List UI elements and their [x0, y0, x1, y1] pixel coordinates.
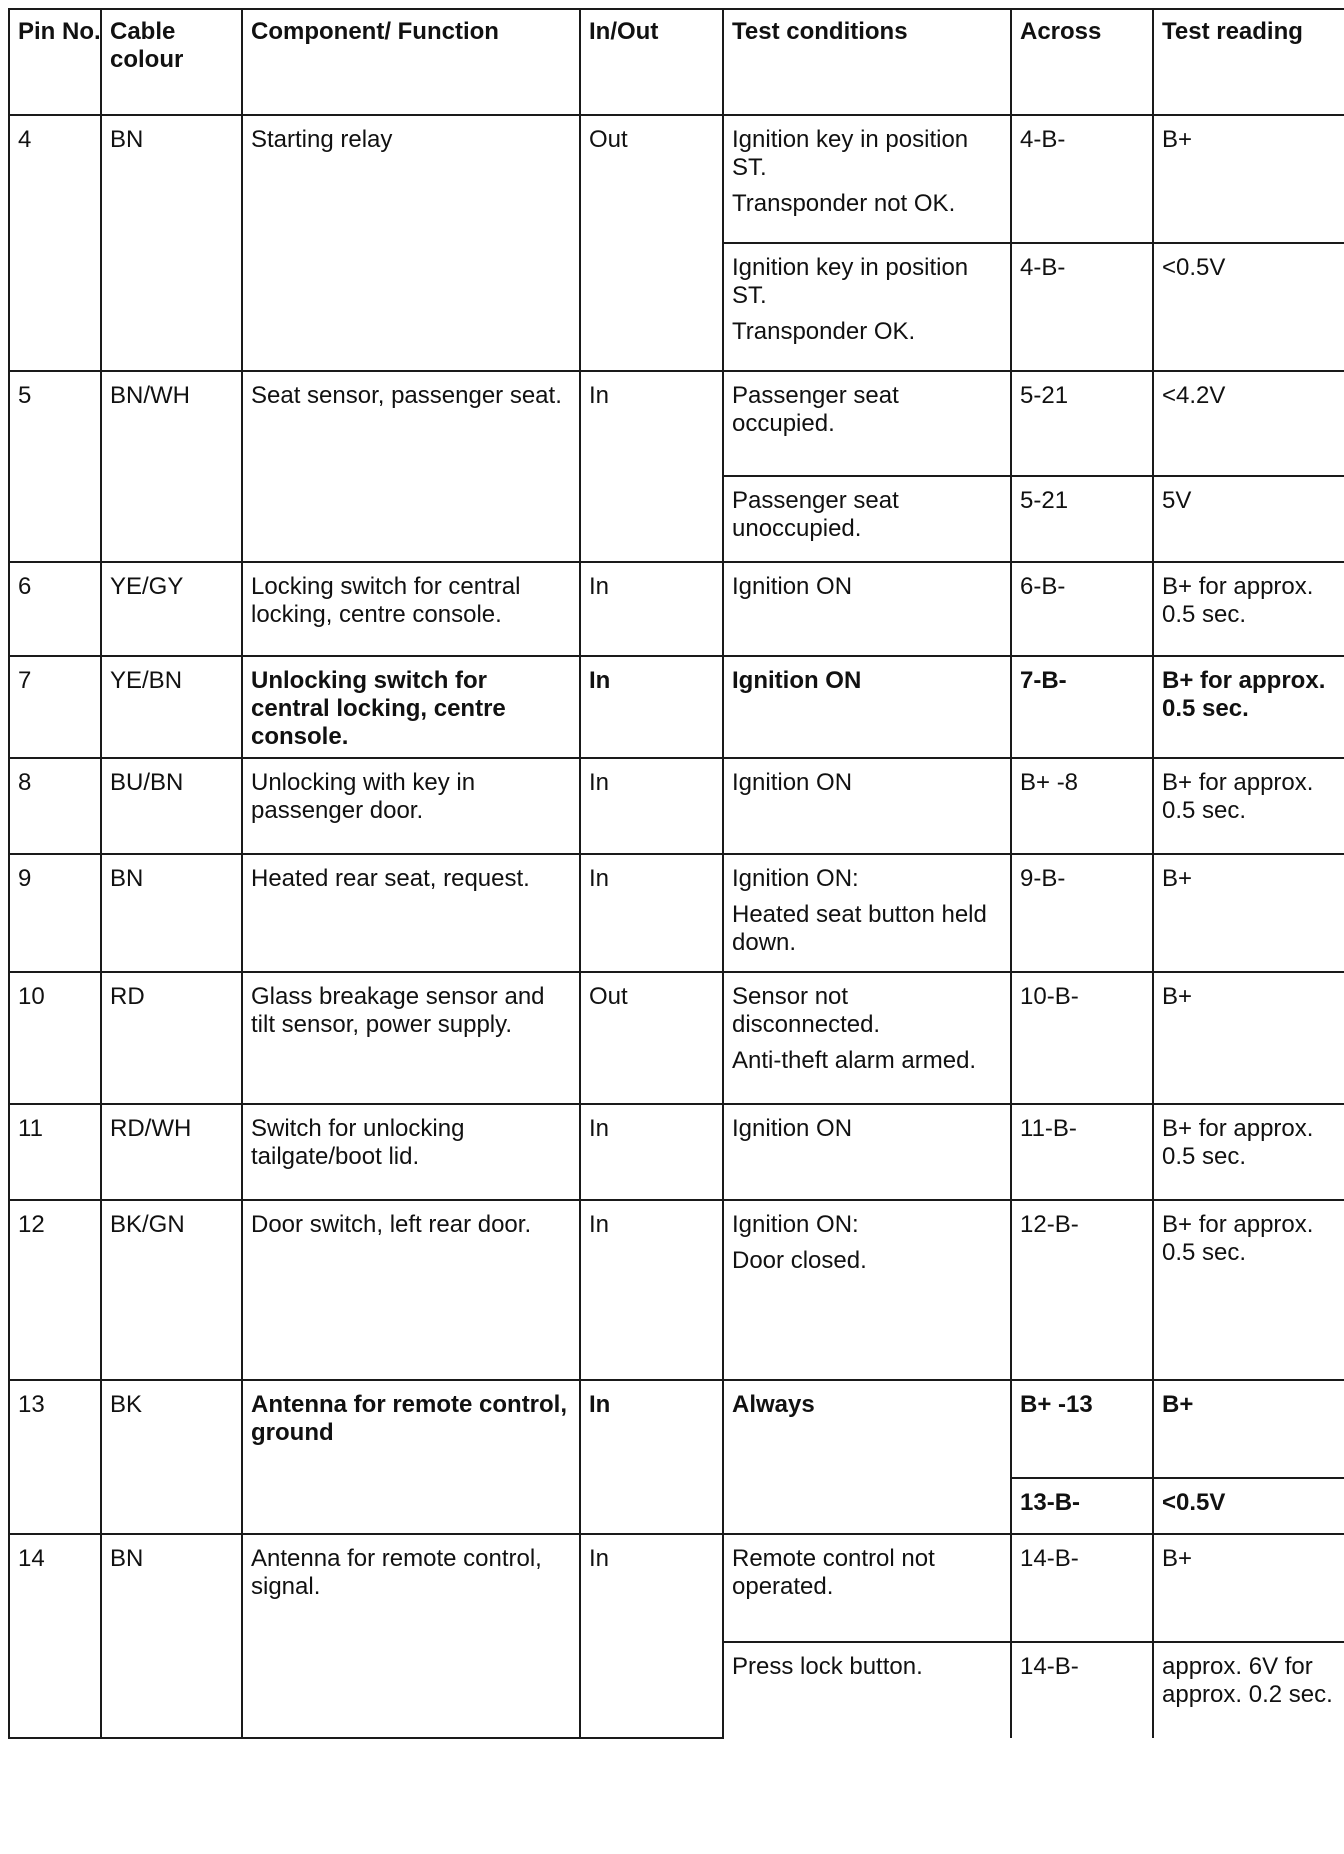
test-condition-line: Remote control not operated. — [732, 1545, 935, 1600]
test-condition-line: Ignition ON — [732, 573, 853, 600]
pin-test-table — [8, 8, 1344, 1739]
test-condition-line: Anti-theft alarm armed. — [732, 1047, 977, 1074]
table-row — [9, 371, 1344, 476]
pin-number: 14 — [9, 1534, 101, 1738]
cable-colour: RD/WH — [101, 1104, 242, 1200]
document-page — [8, 8, 1344, 1854]
header-across: Across — [1011, 9, 1153, 115]
test-condition-line: Passenger seat unoccupied. — [732, 487, 899, 542]
header-component: Component/ Function — [242, 9, 580, 115]
in-out: In — [580, 562, 723, 656]
in-out: Out — [580, 115, 723, 371]
cable-colour: BN/WH — [101, 371, 242, 562]
across: B+ -8 — [1011, 758, 1153, 854]
test-reading: B+ for approx. 0.5 sec. — [1153, 758, 1344, 854]
test-conditions — [723, 562, 1011, 656]
test-reading: <0.5V — [1153, 1478, 1344, 1534]
test-condition-line: Ignition ON — [732, 769, 853, 796]
test-conditions — [723, 1380, 1011, 1534]
test-conditions — [723, 758, 1011, 854]
component-function: Switch for unlocking tailgate/boot lid. — [242, 1104, 580, 1200]
test-reading: approx. 6V for approx. 0.2 sec. — [1153, 1642, 1344, 1738]
test-reading: B+ for approx. 0.5 sec. — [1153, 1104, 1344, 1200]
table-body — [9, 115, 1344, 1738]
across: 9-B- — [1011, 854, 1153, 972]
pin-number: 4 — [9, 115, 101, 371]
test-reading: B+ for approx. 0.5 sec. — [1153, 562, 1344, 656]
across: 5-21 — [1011, 371, 1153, 476]
cable-colour: YE/GY — [101, 562, 242, 656]
cable-colour: BN — [101, 115, 242, 371]
component-function: Starting relay — [242, 115, 580, 371]
component-function: Door switch, left rear door. — [242, 1200, 580, 1380]
test-conditions — [723, 1642, 1011, 1738]
across: 13-B- — [1011, 1478, 1153, 1534]
test-conditions — [723, 476, 1011, 562]
test-condition-line: Passenger seat occupied. — [732, 382, 899, 437]
pin-number: 10 — [9, 972, 101, 1104]
in-out: Out — [580, 972, 723, 1104]
test-conditions — [723, 1104, 1011, 1200]
component-function: Locking switch for central locking, centre console. — [242, 562, 580, 656]
table-row — [9, 1104, 1344, 1200]
in-out: In — [580, 1104, 723, 1200]
across: 14-B- — [1011, 1642, 1153, 1738]
test-conditions — [723, 243, 1011, 371]
component-function: Antenna for remote control, ground — [242, 1380, 580, 1534]
test-reading: <0.5V — [1153, 243, 1344, 371]
across: 4-B- — [1011, 115, 1153, 243]
test-condition-line: Sensor not disconnected. — [732, 983, 881, 1038]
test-condition-line: Press lock button. — [732, 1653, 923, 1680]
pin-number: 7 — [9, 656, 101, 758]
in-out: In — [580, 656, 723, 758]
test-reading: 5V — [1153, 476, 1344, 562]
pin-number: 12 — [9, 1200, 101, 1380]
header-test-reading: Test reading — [1153, 9, 1344, 115]
table-row — [9, 1200, 1344, 1380]
across: B+ -13 — [1011, 1380, 1153, 1478]
cable-colour: BK/GN — [101, 1200, 242, 1380]
test-conditions — [723, 115, 1011, 243]
component-function: Antenna for remote control, signal. — [242, 1534, 580, 1738]
across: 10-B- — [1011, 972, 1153, 1104]
component-function: Unlocking switch for central locking, centre console. — [242, 656, 580, 758]
header-pin: Pin No. — [9, 9, 101, 115]
across: 14-B- — [1011, 1534, 1153, 1642]
test-condition-line: Ignition ON — [732, 667, 862, 694]
component-function: Glass breakage sensor and tilt sensor, power supply. — [242, 972, 580, 1104]
test-condition-line: Ignition ON: — [732, 865, 859, 892]
table-row — [9, 758, 1344, 854]
cable-colour: YE/BN — [101, 656, 242, 758]
cable-colour: BN — [101, 854, 242, 972]
pin-number: 11 — [9, 1104, 101, 1200]
test-reading: B+ — [1153, 115, 1344, 243]
test-condition-line: Transponder not OK. — [732, 190, 956, 217]
header-cable-colour: Cable colour — [101, 9, 242, 115]
across: 7-B- — [1011, 656, 1153, 758]
header-test-conditions: Test conditions — [723, 9, 1011, 115]
across: 11-B- — [1011, 1104, 1153, 1200]
cable-colour: BK — [101, 1380, 242, 1534]
test-reading: <4.2V — [1153, 371, 1344, 476]
cable-colour: RD — [101, 972, 242, 1104]
pin-number: 6 — [9, 562, 101, 656]
pin-number: 13 — [9, 1380, 101, 1534]
test-condition-line: Heated seat button held down. — [732, 901, 987, 956]
table-row — [9, 1380, 1344, 1478]
test-condition-line: Ignition key in position ST. — [732, 126, 969, 181]
in-out: In — [580, 1534, 723, 1738]
across: 12-B- — [1011, 1200, 1153, 1380]
cable-colour: BN — [101, 1534, 242, 1738]
in-out: In — [580, 1200, 723, 1380]
test-reading: B+ — [1153, 854, 1344, 972]
component-function: Unlocking with key in passenger door. — [242, 758, 580, 854]
across: 6-B- — [1011, 562, 1153, 656]
in-out: In — [580, 854, 723, 972]
table-row — [9, 972, 1344, 1104]
pin-number: 8 — [9, 758, 101, 854]
across: 4-B- — [1011, 243, 1153, 371]
table-row — [9, 1534, 1344, 1642]
test-reading: B+ — [1153, 1380, 1344, 1478]
test-condition-line: Ignition ON — [732, 1115, 853, 1142]
test-reading: B+ — [1153, 972, 1344, 1104]
test-conditions — [723, 371, 1011, 476]
table-row — [9, 115, 1344, 243]
table-row — [9, 656, 1344, 758]
component-function: Seat sensor, passenger seat. — [242, 371, 580, 562]
pin-number: 9 — [9, 854, 101, 972]
in-out: In — [580, 758, 723, 854]
header-in-out: In/Out — [580, 9, 723, 115]
component-function: Heated rear seat, request. — [242, 854, 580, 972]
test-reading: B+ — [1153, 1534, 1344, 1642]
header-row — [9, 9, 1344, 115]
test-conditions — [723, 854, 1011, 972]
test-condition-line: Door closed. — [732, 1247, 867, 1274]
in-out: In — [580, 1380, 723, 1534]
in-out: In — [580, 371, 723, 562]
test-conditions — [723, 656, 1011, 758]
test-condition-line: Always — [732, 1391, 815, 1418]
test-condition-line: Transponder OK. — [732, 318, 916, 345]
test-conditions — [723, 1200, 1011, 1380]
table-row — [9, 562, 1344, 656]
test-condition-line: Ignition ON: — [732, 1211, 859, 1238]
test-reading: B+ for approx. 0.5 sec. — [1153, 656, 1344, 758]
test-conditions — [723, 972, 1011, 1104]
cable-colour: BU/BN — [101, 758, 242, 854]
across: 5-21 — [1011, 476, 1153, 562]
pin-number: 5 — [9, 371, 101, 562]
test-reading: B+ for approx. 0.5 sec. — [1153, 1200, 1344, 1380]
table-row — [9, 854, 1344, 972]
test-conditions — [723, 1534, 1011, 1642]
test-condition-line: Ignition key in position ST. — [732, 254, 969, 309]
